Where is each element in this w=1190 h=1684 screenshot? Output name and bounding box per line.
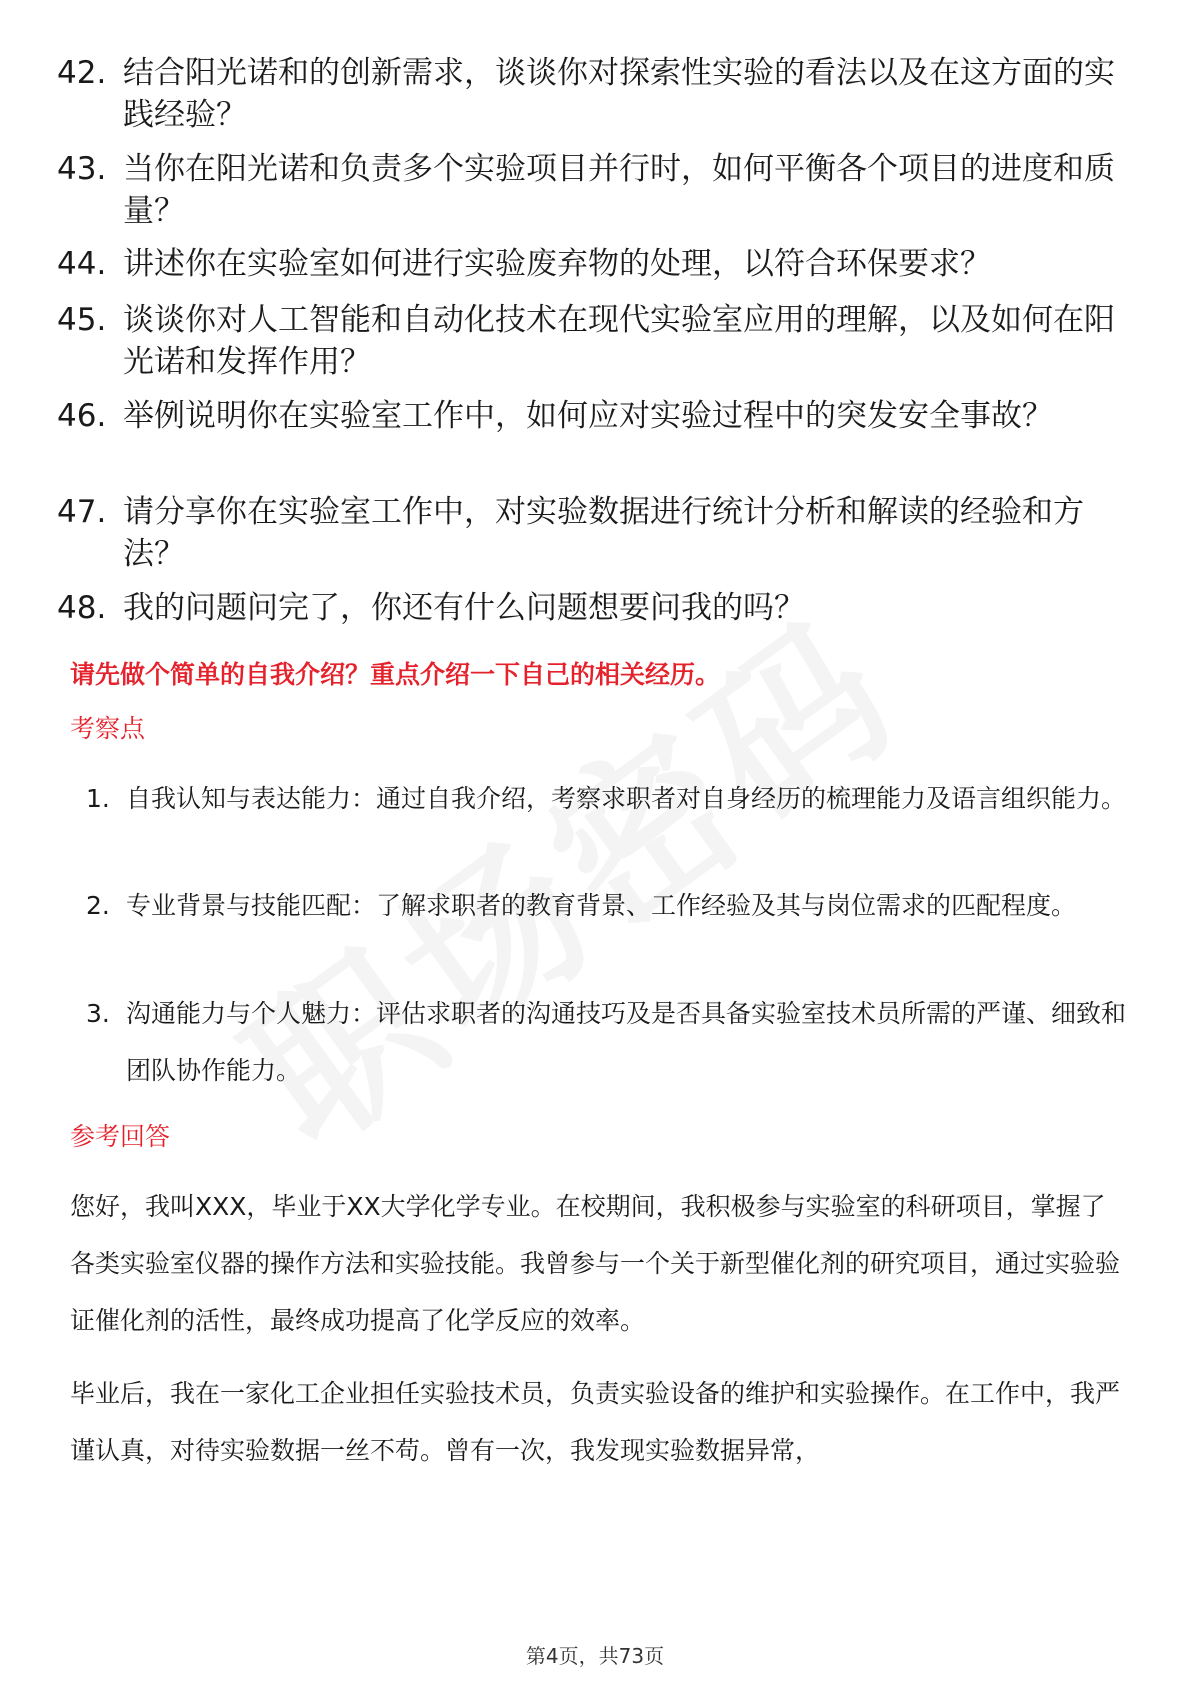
question-text: 谈谈你对人工智能和自动化技术在现代实验室应用的理解，以及如何在阳光诺和发挥作用？: [123, 302, 1115, 380]
question-item: [57, 395, 1117, 437]
page-footer: 第4页，共73页: [525, 1644, 665, 1668]
question-item: [57, 52, 1117, 136]
question-item: [57, 299, 1117, 383]
question-text: 我的问题问完了，你还有什么问题想要问我的吗？: [123, 590, 805, 626]
question-number: 44.: [57, 246, 107, 282]
focus-point-number: 2.: [86, 891, 110, 920]
focus-point-number: 1.: [86, 784, 110, 813]
question-text: 举例说明你在实验室工作中，如何应对实验过程中的突发安全事故？: [123, 398, 1053, 434]
question-number: 48.: [57, 590, 107, 626]
question-number: 43.: [57, 151, 107, 187]
focus-point-text: 专业背景与技能匹配：了解求职者的教育背景、工作经验及其与岗位需求的匹配程度。: [126, 891, 1077, 920]
question-item: [57, 148, 1117, 232]
focus-point-text: 自我认知与表达能力：通过自我介绍，考察求职者对自身经历的梳理能力及语言组织能力。: [126, 784, 1127, 813]
question-number: 45.: [57, 302, 107, 338]
focus-point-text: 沟通能力与个人魅力：评估求职者的沟通技巧及是否具备实验室技术员所需的严谨、细致和团队协作能力。: [126, 999, 1127, 1085]
focus-point-number: 3.: [86, 999, 110, 1028]
question-text: 当你在阳光诺和负责多个实验项目并行时，如何平衡各个项目的进度和质量？: [123, 151, 1115, 229]
question-number: 42.: [57, 55, 107, 91]
question-heading: 请先做个简单的自我介绍？重点介绍一下自己的相关经历。: [70, 660, 721, 689]
question-text: 讲述你在实验室如何进行实验废弃物的处理，以符合环保要求？: [123, 246, 991, 282]
question-text: 结合阳光诺和的创新需求，谈谈你对探索性实验的看法以及在这方面的实践经验？: [123, 55, 1115, 133]
answer-title: 参考回答: [70, 1122, 171, 1151]
answer-paragraph: 毕业后，我在一家化工企业担任实验技术员，负责实验设备的维护和实验操作。在工作中，我严谨认真，对待实验数据一丝不苟。曾有一次，我发现实验数据异常，: [70, 1379, 1121, 1465]
question-number: 46.: [57, 398, 107, 434]
focus-point: [86, 985, 1126, 1099]
answer-paragraph: 您好，我叫XXX，毕业于XX大学化学专业。在校期间，我积极参与实验室的科研项目，掌握了各类实验室仪器的操作方法和实验技能。我曾参与一个关于新型催化剂的研究项目，通过实验验证催化剂的活性，最终成功提高了化学反应的效率。: [70, 1192, 1121, 1335]
focus-title: 考察点: [70, 714, 146, 743]
question-number: 47.: [57, 494, 107, 530]
focus-point: [86, 770, 1126, 827]
focus-point: [86, 877, 1126, 934]
question-item: [57, 587, 1117, 629]
question-item: [57, 243, 1117, 285]
question-text: 请分享你在实验室工作中，对实验数据进行统计分析和解读的经验和方法？: [123, 494, 1084, 572]
question-item: [57, 491, 1117, 575]
